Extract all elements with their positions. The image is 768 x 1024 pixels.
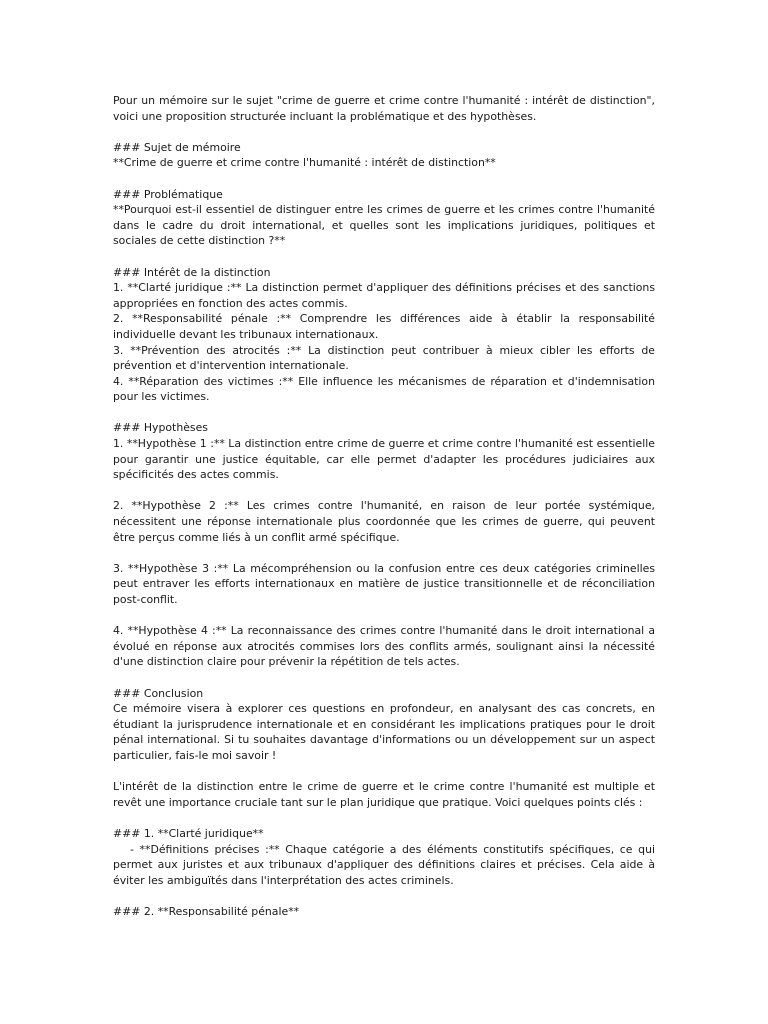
- subject-heading: ### Sujet de mémoire: [113, 140, 241, 154]
- interest-item: 2. **Responsabilité pénale :** Comprendre les différences aide à établir la responsabilité individuelle devant les tribunaux internationaux.: [113, 312, 655, 341]
- point1-section: [113, 826, 659, 888]
- hypothesis-item: 4. **Hypothèse 4 :** La reconnaissance des crimes contre l'humanité dans le droit international a évolué en réponse aux atrocités commises lors des conflits armés, soulignant ainsi la nécessité d'une distinction claire pour prévenir la répétition de tels actes.: [113, 624, 655, 669]
- interest-heading: ### Intérêt de la distinction: [113, 265, 271, 279]
- point1-heading: ### 1. **Clarté juridique**: [113, 826, 264, 840]
- document-body: [113, 93, 659, 935]
- interest-item: 4. **Réparation des victimes :** Elle influence les mécanismes de réparation et d'indemnisation pour les victimes.: [113, 374, 655, 404]
- hypothesis-item: 1. **Hypothèse 1 :** La distinction entre crime de guerre et crime contre l'humanité est essentielle pour garantir une justice équitable, car elle permet d'adapter les procédures judiciaires aux spécificités des actes commis.: [113, 437, 655, 482]
- point2-section: [113, 904, 655, 920]
- interest-section: [113, 265, 655, 405]
- second-intro-paragraph: L'intérêt de la distinction entre le crime de guerre et le crime contre l'humanité est multiple et revêt une importance cruciale tant sur le plan juridique que pratique. Voici quelques points clés :: [113, 780, 655, 809]
- interest-item: 3. **Prévention des atrocités :** La distinction peut contribuer à mieux cibler les efforts de prévention et d'intervention internationale.: [113, 343, 655, 373]
- problem-text: **Pourquoi est-il essentiel de distinguer entre les crimes de guerre et les crimes contre l'humanité dans le cadre du droit international, et quelles sont les implications juridiques, politiques et sociales de cette distinction ?**: [113, 203, 655, 248]
- point1-text: - **Définitions précises :** Chaque catégorie a des éléments constitutifs spécifiques, ce qui permet aux juristes et aux tribunaux d'appliquer des définitions claires et précises. Cela aide à éviter les ambiguïtés dans l'interprétation des actes criminels.: [113, 842, 659, 887]
- conclusion-text: Ce mémoire visera à explorer ces questions en profondeur, en analysant des cas concrets, en étudiant la jurisprudence internationale et en considérant les implications pratiques pour le droit pénal international. Si tu souhaites davantage d'informations ou un développement sur un aspect particulier, fais-le moi savoir !: [113, 702, 655, 762]
- conclusion-section: [113, 686, 655, 764]
- problem-section: [113, 187, 655, 249]
- point2-heading: ### 2. **Responsabilité pénale**: [113, 904, 300, 918]
- hypotheses-heading: ### Hypothèses: [113, 421, 208, 435]
- problem-heading: ### Problématique: [113, 187, 223, 201]
- interest-item: 1. **Clarté juridique :** La distinction permet d'appliquer des définitions précises et des sanctions appropriées en fonction des actes commis.: [113, 281, 655, 310]
- conclusion-heading: ### Conclusion: [113, 686, 204, 700]
- hypotheses-section: [113, 420, 655, 482]
- subject-section: [113, 140, 655, 171]
- intro-paragraph: Pour un mémoire sur le sujet "crime de guerre et crime contre l'humanité : intérêt de distinction", voici une proposition structurée incluant la problématique et des hypothèses.: [113, 94, 655, 123]
- hypothesis-item: 2. **Hypothèse 2 :** Les crimes contre l'humanité, en raison de leur portée systémique, nécessitent une réponse internationale plus coordonnée que les crimes de guerre, qui peuvent être perçus comme liés à un conflit armé spécifique.: [113, 499, 655, 544]
- subject-text: **Crime de guerre et crime contre l'humanité : intérêt de distinction**: [113, 156, 496, 170]
- hypothesis-item: 3. **Hypothèse 3 :** La mécompréhension ou la confusion entre ces deux catégories criminelles peut entraver les efforts internationaux en matière de justice transitionnelle et de réconciliation post-conflit.: [113, 561, 655, 606]
